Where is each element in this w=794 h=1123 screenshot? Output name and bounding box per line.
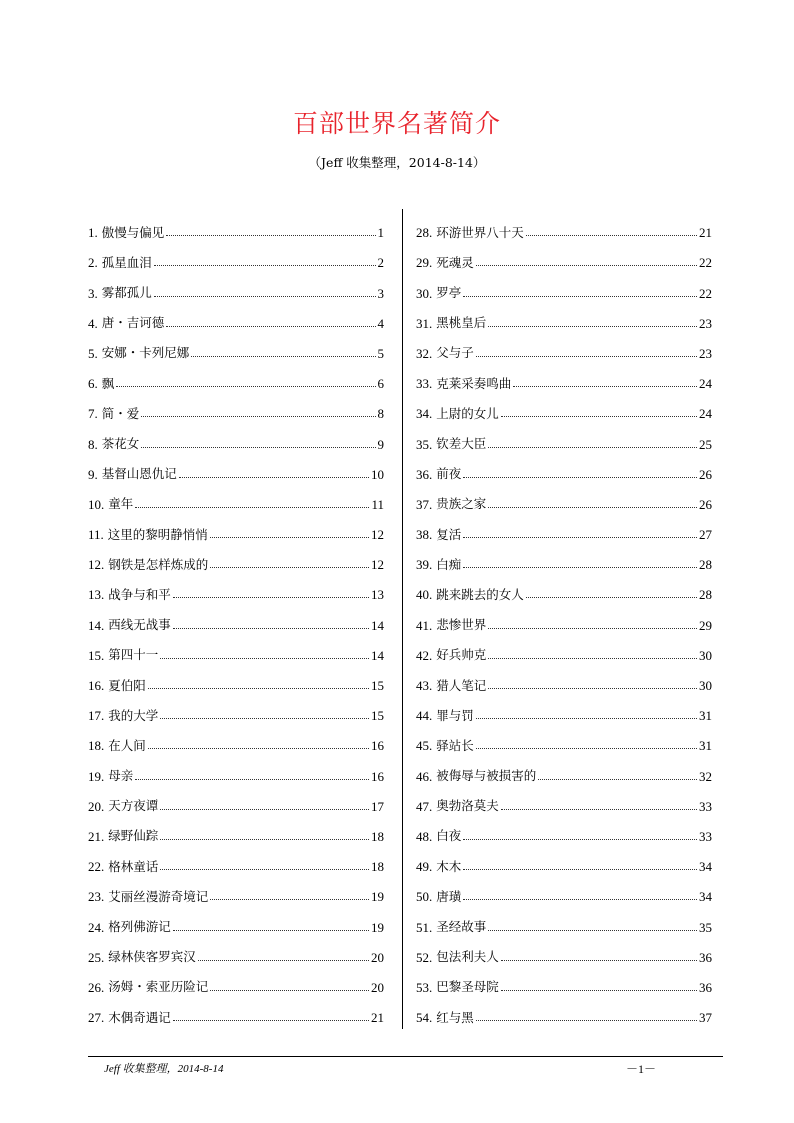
toc-entry-title: 悲惨世界 [436, 617, 487, 633]
toc-entry-title: 在人间 [108, 737, 146, 753]
dot-leader [148, 688, 369, 689]
toc-entry-page: 4 [377, 315, 384, 331]
toc-entry-number: 18. [88, 738, 105, 754]
toc-entry-page: 17 [371, 798, 384, 814]
toc-entry[interactable] [416, 783, 712, 813]
toc-entry-number: 11. [88, 527, 104, 543]
toc-entry-title: 童年 [108, 496, 134, 512]
toc-entry-number: 16. [88, 678, 105, 693]
toc-entry-title: 绿林侠客罗宾汉 [108, 949, 196, 965]
toc-entry-title: 奥勃洛莫夫 [436, 798, 499, 814]
toc-entry[interactable] [416, 722, 712, 752]
toc-entry-page: 15 [371, 678, 384, 693]
document-subtitle: （Jeff 收集整理，2014-8-14） [308, 155, 486, 170]
toc-entry[interactable] [88, 934, 384, 964]
toc-entry-number: 20. [88, 798, 105, 814]
toc-entry[interactable] [416, 601, 712, 631]
toc-entry-page: 37 [699, 1010, 712, 1026]
toc-entry-page: 18 [371, 828, 384, 844]
toc-entry-page: 5 [377, 345, 384, 361]
toc-entry[interactable] [88, 300, 384, 330]
toc-entry[interactable] [416, 451, 712, 481]
toc-entry-number: 12. [88, 557, 105, 573]
dot-leader [463, 296, 697, 297]
toc-entry-number: 45. [416, 738, 433, 754]
toc-entry-page: 3 [377, 285, 384, 301]
toc-entry-page: 2 [377, 255, 384, 271]
toc-entry-page: 14 [371, 617, 384, 633]
toc-entry-number: 47. [416, 798, 433, 814]
dot-leader [501, 809, 697, 810]
footer-rule [88, 1056, 723, 1057]
toc-entry-page: 1 [377, 225, 384, 241]
toc-entry-number: 13. [88, 587, 105, 603]
toc-entry-page: 18 [371, 859, 384, 875]
dot-leader [148, 748, 369, 749]
toc-entry[interactable] [88, 209, 384, 239]
dot-leader [513, 386, 697, 387]
toc-entry-number: 4. [88, 315, 98, 331]
toc-entry-number: 35. [416, 436, 433, 452]
toc-entry-page: 22 [699, 285, 712, 301]
toc-entry-page: 32 [699, 768, 712, 784]
toc-entry[interactable] [88, 269, 384, 299]
dot-leader [173, 930, 369, 931]
toc-entry-number: 48. [416, 828, 433, 844]
toc-entry-title: 驿站长 [436, 737, 474, 753]
toc-entry[interactable] [416, 511, 712, 541]
toc-entry[interactable] [416, 390, 712, 420]
toc-entry-page: 21 [371, 1010, 384, 1026]
dot-leader [476, 356, 697, 357]
toc-entry-page: 12 [371, 557, 384, 573]
toc-entry-title: 巴黎圣母院 [436, 979, 499, 995]
toc-entry-number: 37. [416, 496, 433, 512]
toc-entry-page: 33 [699, 798, 712, 814]
dot-leader [173, 628, 369, 629]
toc-entry[interactable] [416, 300, 712, 330]
toc-entry-number: 24. [88, 919, 105, 935]
toc-entry-title: 白痴 [436, 556, 462, 572]
page-number: －1－ [626, 1062, 657, 1076]
toc-entry-number: 31. [416, 315, 433, 331]
toc-entry-title: 夏伯阳 [108, 677, 146, 693]
toc-entry-title: 克莱采奏鸣曲 [436, 375, 512, 391]
toc-entry-number: 8. [88, 436, 98, 452]
dot-leader [173, 1020, 369, 1021]
dot-leader [210, 990, 369, 991]
toc-entry[interactable] [88, 239, 384, 269]
toc-entry-number: 49. [416, 859, 433, 875]
dot-leader [160, 658, 369, 659]
dot-leader [476, 748, 697, 749]
toc-entry-title: 木木 [436, 858, 462, 874]
toc-entry-title: 父与子 [436, 345, 474, 361]
dot-leader [210, 899, 369, 900]
dot-leader [538, 779, 697, 780]
toc-entry[interactable] [416, 330, 712, 360]
document-title: 百部世界名著简介 [292, 109, 501, 138]
toc-entry-number: 30. [416, 285, 433, 301]
toc-entry-number: 10. [88, 496, 105, 512]
toc-entry[interactable] [416, 934, 712, 964]
dot-leader [210, 567, 369, 568]
toc-entry-page: 23 [699, 315, 712, 331]
toc-entry-title: 天方夜谭 [108, 798, 159, 814]
toc-entry-number: 7. [88, 406, 98, 422]
toc-entry-page: 25 [699, 436, 712, 452]
toc-entry[interactable] [88, 451, 384, 481]
dot-leader [501, 990, 697, 991]
toc-entry[interactable] [88, 994, 384, 1024]
toc-entry[interactable] [416, 360, 712, 390]
dot-leader [488, 507, 697, 508]
toc-entry-page: 35 [699, 919, 712, 935]
dot-leader [141, 416, 375, 417]
toc-entry[interactable] [88, 813, 384, 843]
toc-entry-page: 36 [699, 979, 712, 995]
toc-entry-title: 西线无战事 [108, 617, 171, 633]
column-divider [402, 209, 403, 1029]
toc-entry-number: 28. [416, 225, 433, 241]
toc-entry[interactable] [416, 239, 712, 269]
toc-entry-number: 39. [416, 557, 433, 573]
dot-leader [160, 718, 369, 719]
toc-entry-title: 雾都孤儿 [101, 285, 152, 301]
toc-entry-title: 上尉的女儿 [436, 405, 499, 421]
toc-entry-title: 战争与和平 [108, 586, 171, 602]
toc-entry-page: 8 [377, 406, 384, 422]
toc-entry[interactable] [88, 390, 384, 420]
toc-entry-title: 这里的黎明静悄悄 [107, 526, 208, 542]
toc-entry-number: 29. [416, 255, 433, 271]
toc-entry-page: 22 [699, 255, 712, 271]
toc-entry[interactable] [88, 571, 384, 601]
toc-entry[interactable] [88, 481, 384, 511]
dot-leader [191, 356, 375, 357]
toc-entry-page: 20 [371, 979, 384, 995]
toc-entry[interactable] [416, 873, 712, 903]
toc-entry-number: 22. [88, 859, 105, 875]
toc-entry-page: 24 [699, 406, 712, 422]
toc-entry[interactable] [416, 481, 712, 511]
toc-entry-page: 9 [377, 436, 384, 452]
toc-entry-title: 艾丽丝漫游奇境记 [108, 888, 209, 904]
toc-entry[interactable] [416, 269, 712, 299]
toc-entry[interactable] [88, 662, 384, 692]
dot-leader [198, 960, 369, 961]
dot-leader [210, 537, 369, 538]
toc-entry-page: 19 [371, 919, 384, 935]
toc-entry[interactable] [416, 903, 712, 933]
dot-leader [154, 265, 376, 266]
toc-entry[interactable] [88, 541, 384, 571]
toc-entry-number: 14. [88, 617, 105, 633]
toc-entry-number: 23. [88, 889, 105, 905]
toc-entry-number: 42. [416, 647, 433, 663]
toc-entry-number: 19. [88, 768, 105, 784]
toc-entry-page: 23 [699, 345, 712, 361]
toc-entry-number: 40. [416, 587, 433, 603]
toc-entry[interactable] [416, 843, 712, 873]
toc-entry-title: 死魂灵 [436, 254, 474, 270]
toc-entry[interactable] [416, 692, 712, 722]
dot-leader [488, 326, 697, 327]
toc-entry-page: 10 [371, 466, 384, 482]
dot-leader [463, 869, 697, 870]
toc-entry[interactable] [88, 692, 384, 722]
toc-entry[interactable] [416, 813, 712, 843]
toc-entry[interactable] [416, 420, 712, 450]
toc-entry-title: 唐璜 [436, 888, 462, 904]
dot-leader [179, 477, 369, 478]
toc-entry-title: 白夜 [436, 828, 462, 844]
dot-leader [173, 597, 369, 598]
toc-entry-page: 6 [377, 376, 384, 392]
toc-entry-page: 19 [371, 889, 384, 905]
toc-entry-number: 33. [416, 376, 433, 392]
toc-entry-number: 6. [88, 376, 98, 392]
toc-entry-page: 15 [371, 708, 384, 724]
toc-entry-number: 52. [416, 949, 433, 965]
toc-entry[interactable] [416, 541, 712, 571]
dot-leader [488, 658, 697, 659]
toc-entry-title: 我的大学 [108, 707, 159, 723]
toc-entry-number: 38. [416, 527, 433, 543]
toc-entry-number: 15. [88, 647, 105, 663]
toc-entry-title: 黑桃皇后 [436, 315, 487, 331]
toc-entry-page: 28 [699, 557, 712, 573]
toc-entry-page: 24 [699, 376, 712, 392]
toc-entry[interactable] [88, 360, 384, 390]
toc-entry-number: 27. [88, 1010, 105, 1026]
dot-leader [463, 899, 697, 900]
toc-entry-page: 27 [699, 527, 712, 543]
toc-entry-page: 20 [371, 949, 384, 965]
toc-column-right [416, 209, 712, 1024]
toc-entry-number: 5. [88, 345, 98, 361]
dot-leader [160, 809, 369, 810]
toc-entry-page: 30 [699, 647, 712, 663]
toc-entry[interactable] [88, 783, 384, 813]
dot-leader [141, 447, 375, 448]
dot-leader [135, 507, 369, 508]
toc-entry-number: 32. [416, 345, 433, 361]
dot-leader [166, 235, 375, 236]
toc-entry-title: 茶花女 [101, 436, 140, 451]
dot-leader [526, 597, 697, 598]
toc-entry-number: 2. [88, 255, 98, 271]
toc-entry[interactable] [416, 662, 712, 692]
toc-entry-title: 格列佛游记 [108, 919, 171, 934]
dot-leader [160, 839, 369, 840]
toc-entry-number: 3. [88, 285, 98, 301]
toc-entry-title: 孤星血泪 [101, 254, 152, 270]
toc-entry-number: 44. [416, 708, 433, 724]
toc-entry-number: 41. [416, 617, 433, 633]
toc-entry-page: 26 [699, 496, 712, 512]
toc-entry-number: 1. [88, 225, 98, 241]
toc-entry[interactable] [88, 964, 384, 994]
toc-entry-page: 36 [699, 949, 712, 965]
toc-entry-title: 罪与罚 [436, 707, 474, 723]
toc-entry-number: 36. [416, 466, 433, 482]
dot-leader [488, 628, 697, 629]
toc-entry-title: 汤姆・索亚历险记 [108, 979, 209, 995]
toc-entry[interactable] [88, 752, 384, 782]
toc-entry-title: 复活 [436, 526, 462, 542]
toc-entry-title: 钢铁是怎样炼成的 [108, 556, 209, 572]
dot-leader [488, 688, 697, 689]
toc-entry-page: 16 [371, 738, 384, 754]
toc-entry[interactable] [88, 873, 384, 903]
toc-entry-title: 好兵帅克 [436, 647, 487, 663]
toc-entry-title: 贵族之家 [436, 496, 487, 512]
toc-entry-number: 53. [416, 979, 433, 995]
dot-leader [135, 779, 369, 780]
dot-leader [488, 447, 697, 448]
toc-entry-title: 基督山恩仇记 [101, 466, 177, 482]
toc-entry-title: 被侮辱与被损害的 [436, 768, 537, 784]
toc-entry-title: 红与黑 [436, 1009, 474, 1025]
dot-leader [476, 265, 697, 266]
toc-entry[interactable] [416, 209, 712, 239]
toc-column-left [88, 209, 384, 1024]
toc-entry-number: 51. [416, 919, 433, 935]
toc-entry[interactable] [88, 843, 384, 873]
toc-entry[interactable] [88, 330, 384, 360]
toc-entry-page: 21 [699, 225, 712, 241]
dot-leader [526, 235, 697, 236]
toc-entry[interactable] [416, 994, 712, 1024]
toc-entry-page: 34 [699, 889, 712, 905]
toc-entry-title: 钦差大臣 [436, 436, 487, 451]
toc-entry-page: 33 [699, 828, 712, 844]
toc-entry-number: 50. [416, 889, 433, 905]
toc-entry-number: 54. [416, 1010, 433, 1026]
toc-entry-title: 安娜・卡列尼娜 [101, 345, 190, 361]
dot-leader [166, 326, 375, 327]
toc-entry[interactable] [88, 601, 384, 631]
toc-entry-title: 罗亭 [436, 285, 462, 301]
dot-leader [463, 537, 697, 538]
dot-leader [476, 1020, 697, 1021]
toc-entry-title: 唐・吉诃德 [101, 315, 165, 331]
dot-leader [501, 960, 697, 961]
toc-entry-page: 12 [371, 527, 384, 543]
dot-leader [463, 477, 697, 478]
toc-entry[interactable] [88, 420, 384, 450]
toc-entry-number: 46. [416, 768, 433, 784]
dot-leader [116, 386, 375, 387]
dot-leader [463, 839, 697, 840]
toc-entry-page: 34 [699, 859, 712, 875]
toc-entry-title: 前夜 [436, 466, 462, 482]
toc-entry-number: 17. [88, 708, 105, 724]
toc-entry-number: 25. [88, 949, 105, 965]
toc-entry-title: 第四十一 [108, 647, 159, 663]
toc-entry-page: 31 [699, 708, 712, 724]
toc-entry-title: 跳来跳去的女人 [436, 586, 524, 602]
toc-entry-page: 26 [699, 466, 712, 482]
toc-entry-title: 绿野仙踪 [108, 828, 159, 844]
toc-entry[interactable] [88, 632, 384, 662]
toc-entry-title: 环游世界八十天 [436, 224, 524, 240]
toc-entry[interactable] [416, 571, 712, 601]
toc-entry[interactable] [88, 903, 384, 933]
toc-entry[interactable] [416, 964, 712, 994]
toc-entry-title: 飘 [101, 375, 115, 391]
toc-entry-number: 26. [88, 979, 105, 995]
toc-entry-page: 16 [371, 768, 384, 784]
toc-entry-title: 圣经故事 [436, 919, 487, 934]
toc-entry[interactable] [416, 632, 712, 662]
toc-entry-title: 格林童话 [108, 858, 159, 874]
footer-note: Jeff 收集整理，2014-8-14 [104, 1063, 224, 1075]
toc-entry-page: 30 [699, 678, 712, 693]
toc-entry[interactable] [88, 511, 384, 541]
toc-entry-title: 傲慢与偏见 [101, 224, 165, 240]
toc-entry-page: 11 [371, 496, 384, 512]
toc-entry[interactable] [416, 752, 712, 782]
toc-entry-number: 43. [416, 678, 433, 693]
dot-leader [463, 567, 697, 568]
toc-entry-number: 34. [416, 406, 433, 422]
toc-entry-page: 28 [699, 587, 712, 603]
toc-entry-title: 简・爱 [101, 405, 140, 421]
toc-entry-title: 包法利夫人 [436, 949, 499, 965]
toc-entry-title: 猎人笔记 [436, 677, 487, 693]
dot-leader [476, 718, 697, 719]
dot-leader [160, 869, 369, 870]
toc-entry[interactable] [88, 722, 384, 752]
toc-entry-number: 21. [88, 828, 105, 844]
toc-entry-page: 13 [371, 587, 384, 603]
toc-entry-page: 31 [699, 738, 712, 754]
toc-entry-title: 木偶奇遇记 [108, 1009, 171, 1025]
toc-entry-page: 14 [371, 647, 384, 663]
toc-entry-number: 9. [88, 466, 98, 482]
toc-entry-title: 母亲 [108, 768, 134, 784]
dot-leader [488, 930, 697, 931]
dot-leader [501, 416, 697, 417]
dot-leader [154, 296, 376, 297]
toc-entry-page: 29 [699, 617, 712, 633]
